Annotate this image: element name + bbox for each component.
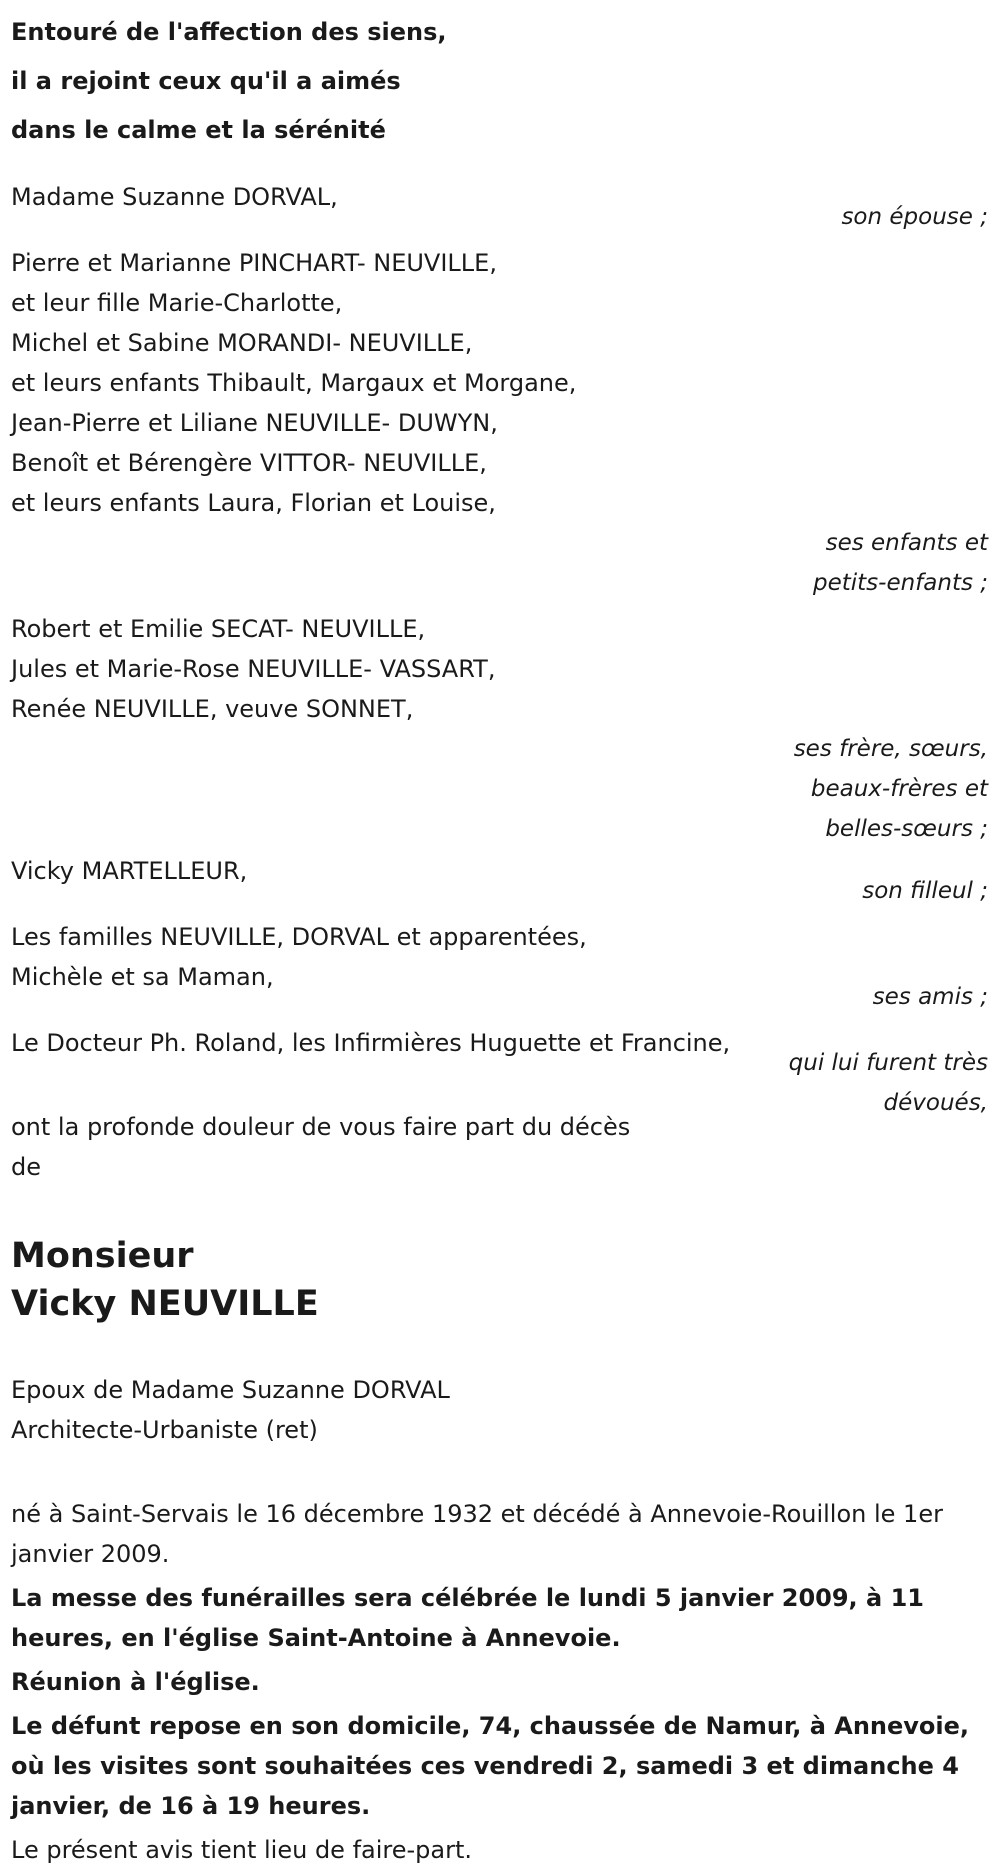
family-line: Michel et Sabine MORANDI- NEUVILLE, — [11, 329, 473, 357]
intro-line: dans le calme et la sérénité — [11, 116, 386, 144]
reunion-info: Réunion à l'église. — [11, 1668, 260, 1696]
relation-label: ses frère, sœurs, — [793, 736, 988, 762]
relation-label: son épouse ; — [841, 204, 988, 230]
family-group-friends — [11, 917, 1000, 1017]
family-line: Pierre et Marianne PINCHART- NEUVILLE, — [11, 249, 497, 277]
family-group-spouse — [11, 177, 1000, 237]
family-line: et leur fille Marie-Charlotte, — [11, 289, 343, 317]
family-line: et leurs enfants Thibault, Margaux et Morgane, — [11, 369, 577, 397]
deceased-fullname: Vicky NEUVILLE — [11, 1284, 319, 1324]
family-line: Le Docteur Ph. Roland, les Infirmières Huguette et Francine, — [11, 1029, 731, 1057]
relation-label: dévoués, — [883, 1090, 988, 1116]
announcement-line: ont la profonde douleur de vous faire part du décès — [11, 1113, 631, 1141]
family-group-children — [11, 243, 1000, 603]
relation-label: belles-sœurs ; — [825, 816, 988, 842]
relation-label: ses amis ; — [872, 984, 988, 1010]
deceased-details — [11, 1370, 1000, 1450]
intro-line: Entouré de l'affection des siens, — [11, 18, 447, 46]
family-group-siblings — [11, 609, 1000, 849]
spouse-line: Epoux de Madame Suzanne DORVAL — [11, 1376, 450, 1404]
relation-label: petits-enfants ; — [812, 570, 988, 596]
family-line: Vicky MARTELLEUR, — [11, 857, 248, 885]
family-line: Jean-Pierre et Liliane NEUVILLE- DUWYN, — [11, 409, 498, 437]
announcement-line: de — [11, 1153, 41, 1181]
visitation-info: Le défunt repose en son domicile, 74, chaussée de Namur, à Annevoie, où les visites sont souhaitées ces vendredi 2, samedi 3 et dimanche 4 janvier, de 16 à 19 heures. — [11, 1712, 970, 1820]
family-line: Michèle et sa Maman, — [11, 963, 274, 991]
relation-label: ses enfants et — [825, 530, 988, 556]
relation-label: qui lui furent très — [788, 1050, 988, 1076]
family-line: et leurs enfants Laura, Florian et Louise, — [11, 489, 496, 517]
family-line: Les familles NEUVILLE, DORVAL et apparentées, — [11, 923, 587, 951]
birth-death-info: né à Saint-Servais le 16 décembre 1932 et décédé à Annevoie-Rouillon le 1er janvier 2009. — [11, 1500, 943, 1568]
family-line: Robert et Emilie SECAT- NEUVILLE, — [11, 615, 426, 643]
family-line: Renée NEUVILLE, veuve SONNET, — [11, 695, 414, 723]
deceased-name — [11, 1232, 1000, 1328]
deceased-title: Monsieur — [11, 1236, 194, 1276]
intro-text — [11, 0, 1000, 155]
closing-note: Le présent avis tient lieu de faire-part. — [11, 1836, 473, 1864]
family-line: Madame Suzanne DORVAL, — [11, 183, 338, 211]
funeral-info: La messe des funérailles sera célébrée le lundi 5 janvier 2009, à 11 heures, en l'église Saint-Antoine à Annevoie. — [11, 1584, 924, 1652]
family-line: Jules et Marie-Rose NEUVILLE- VASSART, — [11, 655, 496, 683]
family-group-caregivers — [11, 1023, 1000, 1123]
intro-line: il a rejoint ceux qu'il a aimés — [11, 67, 401, 95]
family-group-godson — [11, 851, 1000, 911]
profession-line: Architecte-Urbaniste (ret) — [11, 1416, 318, 1444]
family-line: Benoît et Bérengère VITTOR- NEUVILLE, — [11, 449, 487, 477]
relation-label: son filleul ; — [862, 878, 988, 904]
relation-label: beaux-frères et — [810, 776, 988, 802]
